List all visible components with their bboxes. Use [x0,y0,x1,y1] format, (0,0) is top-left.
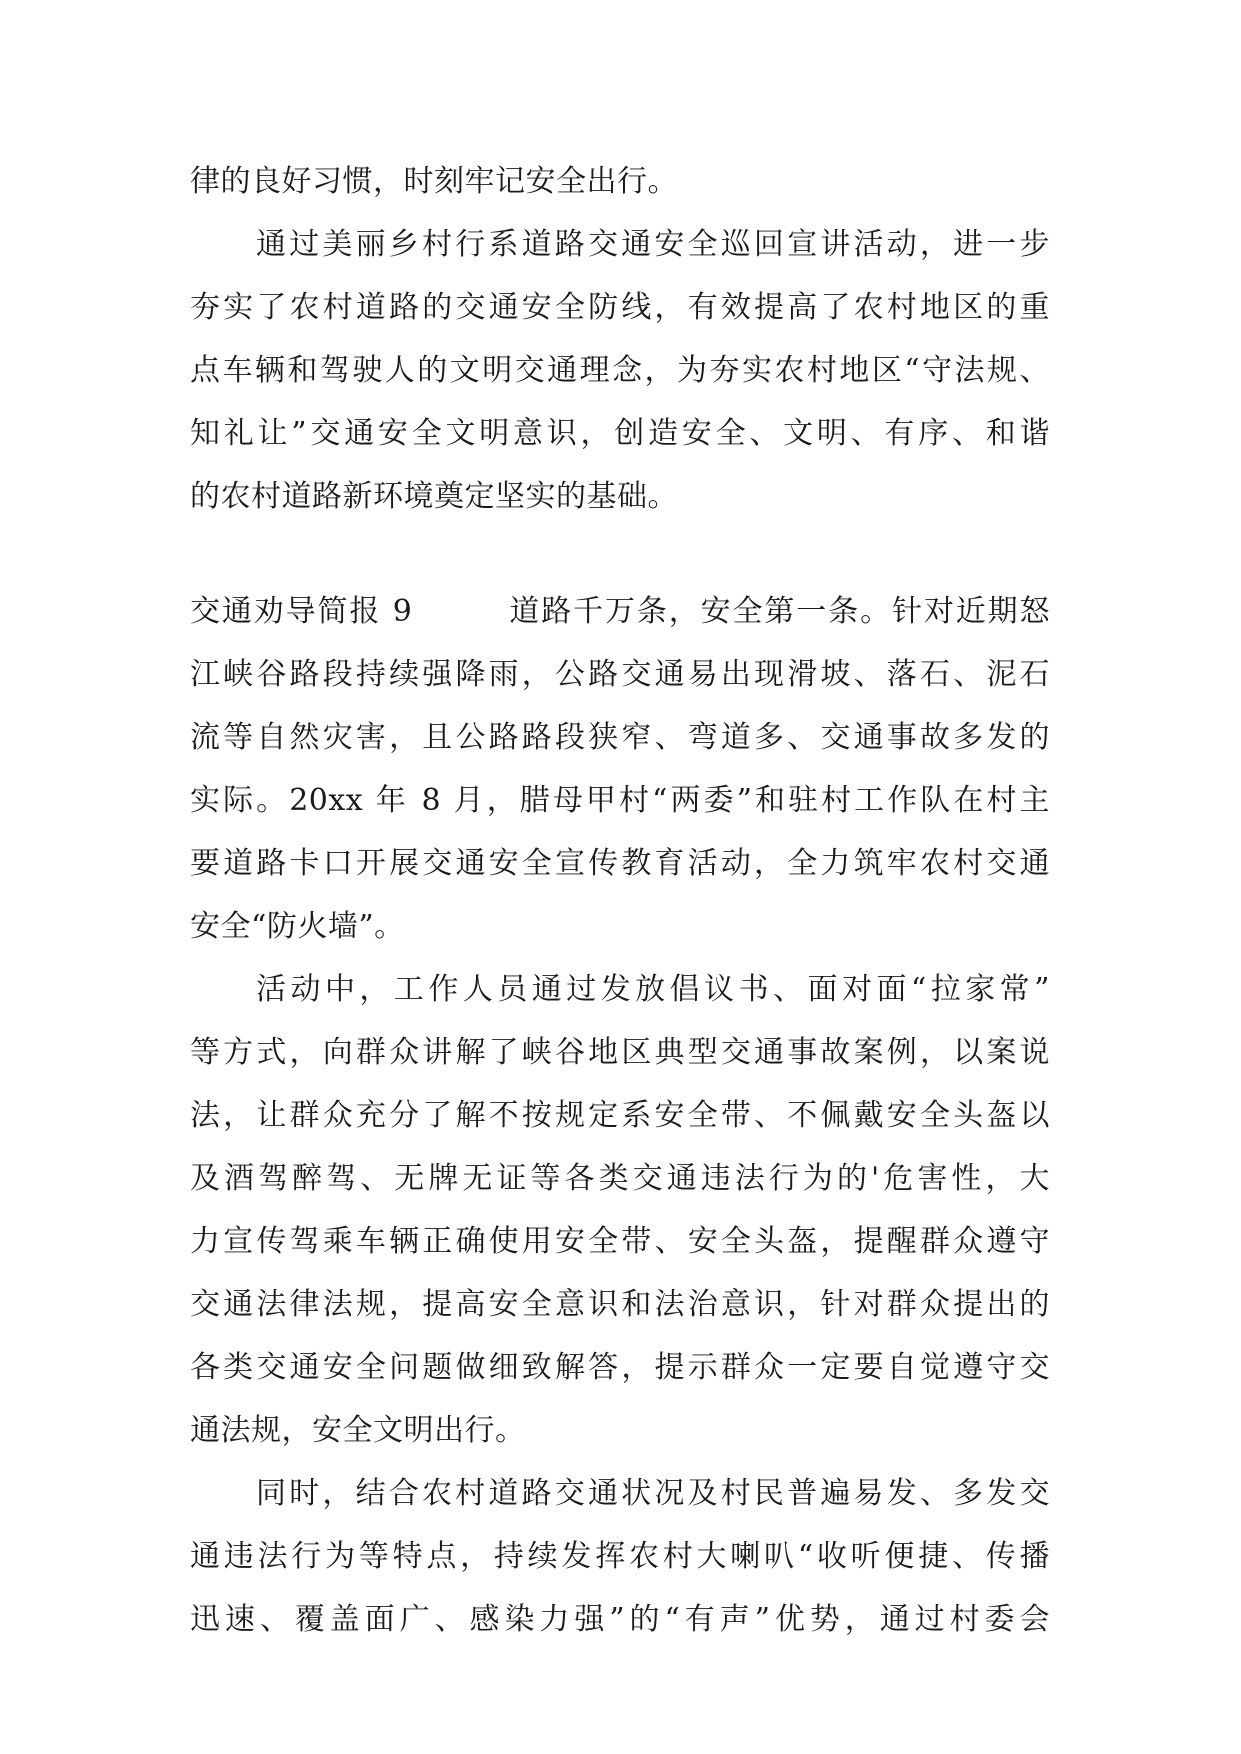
text-line: 流等自然灾害，且公路路段狭窄、弯道多、交通事故多发的 [190,720,1050,755]
text-line: 及酒驾醉驾、无牌无证等各类交通违法行为的'危害性，大 [190,1161,1050,1196]
text-line: 通违法行为等特点，持续发挥农村大喇叭“收听便捷、传播 [190,1539,1050,1574]
text-line: 法，让群众充分了解不按规定系安全带、不佩戴安全头盔以 [190,1098,1050,1133]
text-line: 点车辆和驾驶人的文明交通理念，为夯实农村地区“守法规、 [190,353,1050,388]
paragraph-activity-summary [190,213,1050,528]
text-line: 要道路卡口开展交通安全宣传教育活动，全力筑牢农村交通 [190,846,1050,881]
text-line: 律的良好习惯，时刻牢记安全出行。 [190,164,678,199]
text-line: 夯实了农村道路的交通安全防线，有效提高了农村地区的重 [190,290,1050,325]
text-line: 安全“防火墙”。 [190,909,405,944]
text-line: 同时，结合农村道路交通状况及村民普遍易发、多发交 [256,1476,1050,1511]
text-line: 等方式，向群众讲解了峡谷地区典型交通事故案例，以案说 [190,1035,1050,1070]
text-line: 知礼让”交通安全文明意识，创造安全、文明、有序、和谐 [190,416,1050,451]
text-line: 通过美丽乡村行系道路交通安全巡回宣讲活动，进一步 [256,227,1050,262]
text-line: 各类交通安全问题做细致解答，提示群众一定要自觉遵守交 [190,1350,1050,1385]
text-line: 江峡谷路段持续强降雨，公路交通易出现滑坡、落石、泥石 [190,657,1050,692]
document-page [190,150,1050,1651]
text-line: 的农村道路新环境奠定坚实的基础。 [190,479,678,514]
text-line: 交通法律法规，提高安全意识和法治意识，针对群众提出的 [190,1287,1050,1322]
paragraph-activity-details [190,958,1050,1462]
paragraph-broadcast [190,1462,1050,1651]
text-line: 力宣传驾乘车辆正确使用安全带、安全头盔，提醒群众遵守 [190,1224,1050,1259]
text-line: 交通劝导简报 9 道路千万条，安全第一条。针对近期怒 [190,594,1050,629]
paragraph-continuation [190,150,1050,213]
text-line: 迅速、覆盖面广、感染力强”的“有声”优势，通过村委会 [190,1602,1050,1637]
section-gap [190,528,1050,580]
text-line: 通法规，安全文明出行。 [190,1413,526,1448]
text-line: 活动中，工作人员通过发放倡议书、面对面“拉家常” [256,972,1050,1007]
paragraph-briefing-9 [190,580,1050,958]
text-line: 实际。20xx 年 8 月，腊母甲村“两委”和驻村工作队在村主 [190,783,1050,818]
